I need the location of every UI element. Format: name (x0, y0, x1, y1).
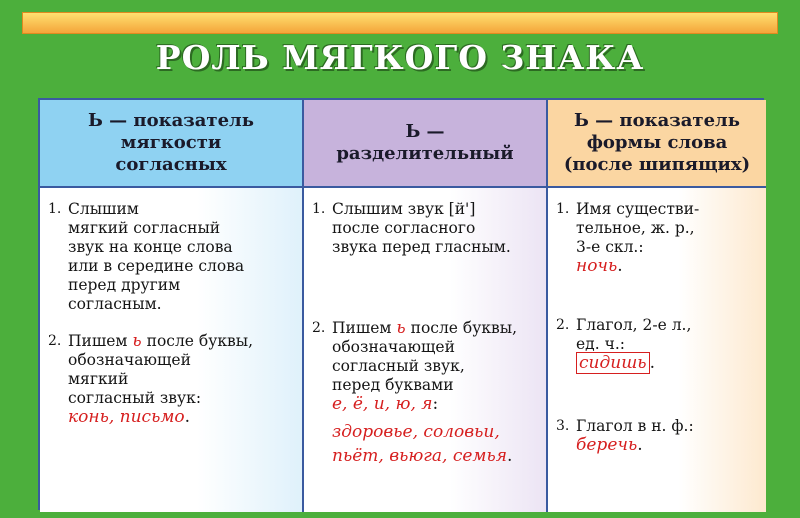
item-number: 2. (556, 317, 570, 333)
poster-title: РОЛЬ МЯГКОГО ЗНАКА (155, 38, 645, 77)
example-word: сидишь . (576, 354, 758, 373)
item-number: 1. (48, 201, 62, 217)
rule-item (556, 316, 758, 354)
rule-item (48, 200, 294, 314)
soft-sign-letter: ь (132, 331, 142, 351)
item-text: Пишем ь после буквы, обозначающей мягкий согласный звук: (68, 331, 254, 407)
rules-table (38, 98, 764, 510)
top-stripe (22, 12, 778, 34)
header-word-form: Ь — показатель формы слова (после шипящих) (548, 100, 766, 188)
example-word: ночь. (576, 256, 623, 276)
example-word: беречь. (576, 435, 643, 455)
item-number: 2. (48, 333, 62, 349)
soft-sign-letter: ь (396, 318, 406, 338)
example-words: здоровье, соловьи, пьёт, вьюга, семья. (332, 422, 513, 466)
rule-item (556, 200, 758, 257)
header-softness: Ь — показатель мягкости согласных (40, 100, 304, 188)
item-number: 1. (556, 201, 570, 217)
item-number: 1. (312, 201, 326, 217)
vowel-letters: е, ё, и, ю, я: (332, 394, 439, 414)
item-text: Глагол, 2-е л., ед. ч.: (576, 316, 692, 353)
item-text: Глагол в н. ф.: (576, 417, 694, 435)
item-text: Слышим мягкий согласный звук на конце слова или в середине слова перед другим согласным. (68, 200, 245, 313)
column-softness-body (40, 188, 304, 512)
example-words: конь, письмо. (68, 407, 191, 427)
rule-item (312, 200, 538, 257)
item-text: Слышим звук [й'] после согласного звука перед гласным. (332, 200, 511, 256)
column-word-form-body (548, 188, 766, 512)
item-text: Пишем ь после буквы, обозначающей согласный звук, перед буквами (332, 318, 518, 394)
rule-item (312, 319, 538, 395)
header-separating: Ь — разделительный (304, 100, 548, 188)
rule-item (48, 332, 294, 408)
column-separating-body (304, 188, 548, 512)
rule-item (556, 417, 758, 436)
item-text: Имя существи- тельное, ж. р., 3-е скл.: (576, 200, 700, 256)
item-number: 3. (556, 418, 570, 434)
item-number: 2. (312, 320, 326, 336)
